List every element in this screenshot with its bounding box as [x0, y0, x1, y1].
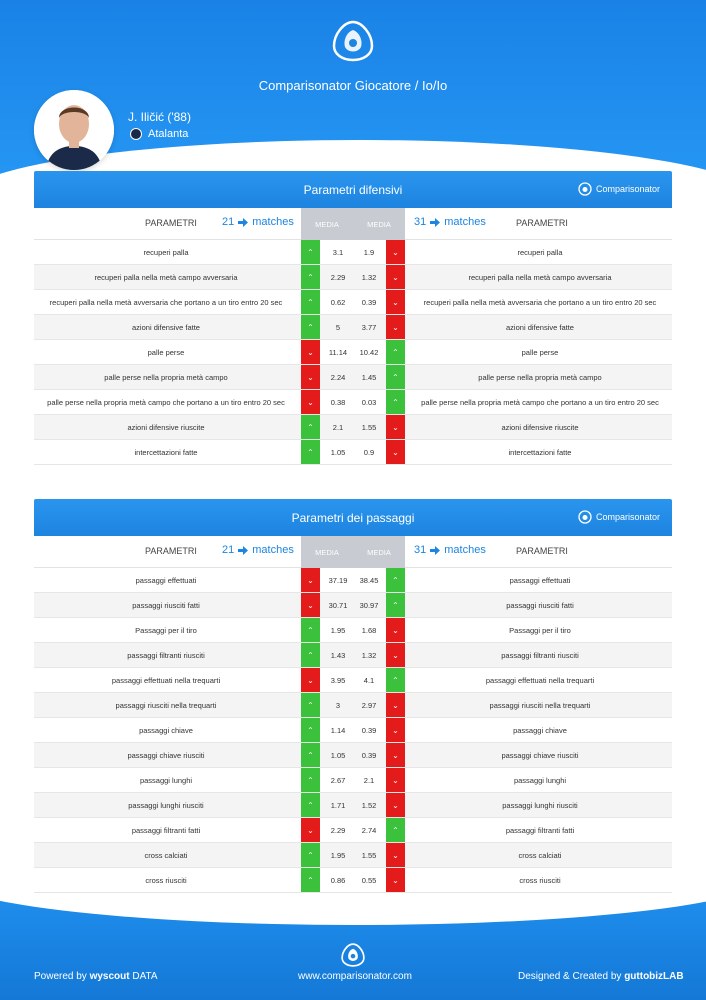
chevron-up-icon: ⌃ [386, 365, 405, 389]
defensive-column-header [34, 208, 672, 240]
defensive-panel-header [34, 171, 672, 208]
chevron-down-icon: ⌄ [386, 240, 405, 264]
chevron-up-icon: ⌃ [301, 768, 320, 792]
chevron-up-icon: ⌃ [301, 693, 320, 717]
passing-column-header [34, 536, 672, 568]
right-param-label: passaggi riusciti nella trequarti [489, 701, 591, 710]
brand-badge-label: Comparisonator [595, 512, 660, 522]
left-value: 3.1 [332, 248, 344, 257]
right-param-label: Passaggi per il tiro [509, 626, 571, 635]
chevron-down-icon: ⌄ [301, 568, 320, 592]
right-parametri-label: PARAMETRI [516, 546, 568, 556]
comparisonator-footer-logo-icon [341, 943, 365, 967]
table-row [34, 793, 672, 818]
left-param-label: cross calciati [144, 851, 188, 860]
left-param-label: passaggi filtranti fatti [131, 826, 201, 835]
left-value: 1.95 [330, 851, 346, 860]
right-param-label: passaggi effettuati [509, 576, 571, 585]
right-value: 1.55 [361, 423, 377, 432]
left-value: 1.71 [330, 801, 346, 810]
chevron-down-icon: ⌄ [386, 843, 405, 867]
right-param-label: cross riusciti [519, 876, 561, 885]
left-parametri-label: PARAMETRI [145, 218, 197, 228]
right-value: 1.45 [361, 373, 377, 382]
designed-by [518, 971, 684, 982]
right-value: 2.74 [361, 826, 377, 835]
player-photo-icon [34, 90, 114, 170]
comparisonator-logo-icon [332, 20, 374, 62]
left-matches-count [222, 216, 294, 228]
website-link[interactable]: www.comparisonator.com [298, 971, 412, 982]
left-matches-number: 21 [222, 544, 235, 556]
left-param-label: recuperi palla nella metà avversaria che portano a un tiro entro 20 sec [49, 298, 283, 307]
table-row [34, 768, 672, 793]
left-value: 1.43 [330, 651, 346, 660]
right-value: 10.42 [359, 348, 379, 357]
right-value: 2.1 [363, 776, 375, 785]
sign-in-arrow-icon [237, 217, 249, 228]
right-value: 38.45 [359, 576, 379, 585]
table-row [34, 315, 672, 340]
left-value: 1.05 [330, 448, 346, 457]
right-value: 0.39 [361, 726, 377, 735]
table-row [34, 593, 672, 618]
left-matches-word: matches [252, 216, 294, 228]
left-param-label: passaggi riusciti nella trequarti [115, 701, 217, 710]
table-row [34, 743, 672, 768]
chevron-down-icon: ⌄ [386, 718, 405, 742]
right-param-label: intercettazioni fatte [508, 448, 572, 457]
right-matches-number: 31 [414, 216, 427, 228]
left-value: 1.95 [330, 626, 346, 635]
left-param-label: recuperi palla nella metà campo avversaria [94, 273, 238, 282]
passing-rows [34, 568, 672, 893]
right-param-label: cross calciati [518, 851, 562, 860]
chevron-up-icon: ⌃ [386, 818, 405, 842]
powered-prefix: Powered by [34, 971, 87, 982]
right-value: 3.77 [361, 323, 377, 332]
comparisonator-mini-icon [578, 182, 592, 196]
passing-panel [34, 499, 672, 893]
chevron-up-icon: ⌃ [386, 340, 405, 364]
chevron-up-icon: ⌃ [301, 265, 320, 289]
player-avatar [34, 90, 114, 170]
chevron-down-icon: ⌄ [301, 340, 320, 364]
left-param-label: recuperi palla [143, 248, 189, 257]
right-value: 0.03 [361, 398, 377, 407]
comparisonator-mini-icon [578, 510, 592, 524]
left-matches-count [222, 544, 294, 556]
right-matches-word: matches [444, 216, 486, 228]
left-media-header: MEDIA [301, 536, 353, 568]
table-row [34, 415, 672, 440]
left-param-label: passaggi filtranti riusciti [127, 651, 205, 660]
right-value: 0.9 [363, 448, 375, 457]
left-param-label: passaggi lunghi riusciti [128, 801, 204, 810]
team-name: Atalanta [148, 128, 189, 140]
chevron-up-icon: ⌃ [301, 868, 320, 892]
right-param-label: azioni difensive riuscite [501, 423, 579, 432]
right-param-label: passaggi chiave [513, 726, 567, 735]
left-value: 2.29 [330, 273, 346, 282]
chevron-up-icon: ⌃ [301, 793, 320, 817]
chevron-down-icon: ⌄ [301, 593, 320, 617]
left-param-label: intercettazioni fatte [134, 448, 198, 457]
table-row [34, 618, 672, 643]
passing-panel-header [34, 499, 672, 536]
left-param-label: passaggi effettuati nella trequarti [111, 676, 221, 685]
chevron-down-icon: ⌄ [386, 693, 405, 717]
table-row [34, 440, 672, 465]
left-param-label: azioni difensive riuscite [127, 423, 205, 432]
right-media-header: MEDIA [353, 208, 405, 240]
brand-badge-label: Comparisonator [595, 184, 660, 194]
table-row [34, 340, 672, 365]
chevron-up-icon: ⌃ [301, 290, 320, 314]
left-value: 2.67 [330, 776, 346, 785]
right-value: 1.9 [363, 248, 375, 257]
right-matches-number: 31 [414, 544, 427, 556]
right-parametri-label: PARAMETRI [516, 218, 568, 228]
right-value: 1.32 [361, 651, 377, 660]
chevron-up-icon: ⌃ [386, 390, 405, 414]
chevron-up-icon: ⌃ [301, 843, 320, 867]
left-param-label: palle perse nella propria metà campo [104, 373, 228, 382]
chevron-up-icon: ⌃ [301, 440, 320, 464]
table-row [34, 290, 672, 315]
sign-in-arrow-icon [429, 217, 441, 228]
table-row [34, 265, 672, 290]
left-param-label: passaggi chiave riusciti [127, 751, 205, 760]
defensive-rows [34, 240, 672, 465]
chevron-up-icon: ⌃ [386, 668, 405, 692]
right-value: 1.52 [361, 801, 377, 810]
right-value: 4.1 [363, 676, 375, 685]
left-matches-word: matches [252, 544, 294, 556]
right-param-label: palle perse nella propria metà campo che portano a un tiro entro 20 sec [421, 398, 659, 407]
left-parametri-label: PARAMETRI [145, 546, 197, 556]
chevron-up-icon: ⌃ [301, 743, 320, 767]
left-value: 2.1 [332, 423, 344, 432]
team-row [130, 128, 188, 140]
left-value: 5 [335, 323, 341, 332]
right-value: 0.39 [361, 298, 377, 307]
right-param-label: passaggi chiave riusciti [501, 751, 579, 760]
chevron-down-icon: ⌄ [386, 768, 405, 792]
table-row [34, 718, 672, 743]
chevron-down-icon: ⌄ [386, 440, 405, 464]
right-param-label: passaggi filtranti riusciti [501, 651, 579, 660]
chevron-down-icon: ⌄ [386, 265, 405, 289]
right-value: 1.32 [361, 273, 377, 282]
left-param-label: passaggi riusciti fatti [132, 601, 200, 610]
table-row [34, 843, 672, 868]
passing-panel-title: Parametri dei passaggi [291, 510, 415, 525]
left-value: 11.14 [328, 348, 348, 357]
chevron-down-icon: ⌄ [386, 743, 405, 767]
left-param-label: passaggi effettuati [135, 576, 197, 585]
chevron-up-icon: ⌃ [386, 593, 405, 617]
right-param-label: recuperi palla nella metà avversaria che portano a un tiro entro 20 sec [423, 298, 657, 307]
left-param-label: azioni difensive fatte [132, 323, 200, 332]
chevron-up-icon: ⌃ [301, 618, 320, 642]
right-param-label: palle perse nella propria metà campo [478, 373, 602, 382]
left-param-label: palle perse nella propria metà campo che portano a un tiro entro 20 sec [47, 398, 285, 407]
footer-curve [0, 895, 706, 925]
chevron-up-icon: ⌃ [301, 240, 320, 264]
left-value: 0.62 [330, 298, 346, 307]
left-value: 30.71 [328, 601, 348, 610]
brand-badge [578, 510, 660, 524]
table-row [34, 365, 672, 390]
table-row [34, 390, 672, 415]
right-matches-count [414, 544, 486, 556]
right-param-label: passaggi lunghi [513, 776, 567, 785]
right-value: 2.97 [361, 701, 377, 710]
player-name: J. Iličić ('88) [128, 110, 191, 124]
right-param-label: passaggi riusciti fatti [506, 601, 574, 610]
chevron-down-icon: ⌄ [386, 290, 405, 314]
powered-by [34, 971, 158, 982]
right-value: 30.97 [359, 601, 379, 610]
table-row [34, 693, 672, 718]
left-param-label: passaggi lunghi [139, 776, 193, 785]
right-matches-count [414, 216, 486, 228]
left-param-label: passaggi chiave [139, 726, 193, 735]
chevron-down-icon: ⌄ [386, 643, 405, 667]
team-crest-icon [130, 128, 142, 140]
left-param-label: cross riusciti [145, 876, 187, 885]
sign-in-arrow-icon [429, 545, 441, 556]
left-value: 2.29 [330, 826, 346, 835]
chevron-down-icon: ⌄ [301, 390, 320, 414]
designed-brand: guttobizLAB [624, 971, 684, 982]
right-value: 0.55 [361, 876, 377, 885]
right-param-label: palle perse [521, 348, 559, 357]
table-row [34, 240, 672, 265]
powered-brand: wyscout [89, 971, 130, 982]
right-value: 1.68 [361, 626, 377, 635]
chevron-down-icon: ⌄ [301, 668, 320, 692]
table-row [34, 668, 672, 693]
chevron-up-icon: ⌃ [301, 643, 320, 667]
left-value: 2.24 [330, 373, 346, 382]
right-param-label: passaggi filtranti fatti [505, 826, 575, 835]
defensive-panel-title: Parametri difensivi [303, 182, 403, 197]
table-row [34, 868, 672, 893]
left-param-label: palle perse [147, 348, 185, 357]
right-param-label: recuperi palla nella metà campo avversaria [468, 273, 612, 282]
chevron-up-icon: ⌃ [301, 415, 320, 439]
chevron-down-icon: ⌄ [386, 415, 405, 439]
brand-badge [578, 182, 660, 196]
sign-in-arrow-icon [237, 545, 249, 556]
powered-suffix: DATA [132, 971, 158, 982]
right-value: 1.55 [361, 851, 377, 860]
left-value: 3 [335, 701, 341, 710]
designed-prefix: Designed & Created by [518, 971, 622, 982]
table-row [34, 568, 672, 593]
table-row [34, 818, 672, 843]
chevron-up-icon: ⌃ [301, 315, 320, 339]
left-param-label: Passaggi per il tiro [135, 626, 197, 635]
chevron-down-icon: ⌄ [386, 793, 405, 817]
right-media-header: MEDIA [353, 536, 405, 568]
chevron-down-icon: ⌄ [301, 818, 320, 842]
right-matches-word: matches [444, 544, 486, 556]
right-param-label: recuperi palla [517, 248, 563, 257]
left-matches-number: 21 [222, 216, 235, 228]
left-value: 0.38 [330, 398, 346, 407]
chevron-up-icon: ⌃ [386, 568, 405, 592]
chevron-down-icon: ⌄ [386, 315, 405, 339]
right-param-label: passaggi lunghi riusciti [502, 801, 578, 810]
app-title: Comparisonator Giocatore / Io/Io [258, 78, 448, 93]
left-value: 0.86 [330, 876, 346, 885]
defensive-panel [34, 171, 672, 465]
left-value: 37.19 [328, 576, 348, 585]
left-value: 3.95 [330, 676, 346, 685]
chevron-down-icon: ⌄ [386, 868, 405, 892]
right-param-label: passaggi effettuati nella trequarti [485, 676, 595, 685]
chevron-down-icon: ⌄ [301, 365, 320, 389]
left-media-header: MEDIA [301, 208, 353, 240]
right-value: 0.39 [361, 751, 377, 760]
table-row [34, 643, 672, 668]
chevron-down-icon: ⌄ [386, 618, 405, 642]
chevron-up-icon: ⌃ [301, 718, 320, 742]
left-value: 1.05 [330, 751, 346, 760]
right-param-label: azioni difensive fatte [506, 323, 574, 332]
left-value: 1.14 [330, 726, 346, 735]
